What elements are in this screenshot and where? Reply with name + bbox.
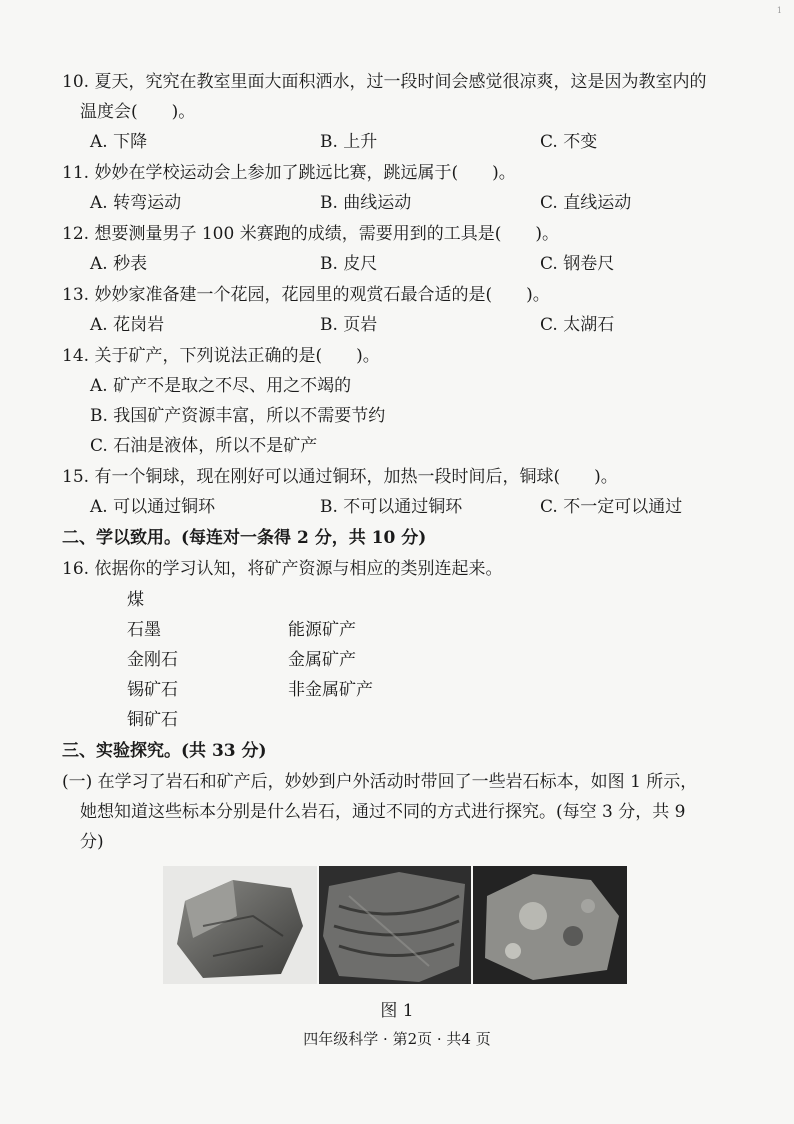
q10-option-a[interactable]: A. 下降 [90,132,148,152]
q15-stem: 15. 有一个铜球，现在刚好可以通过铜环，加热一段时间后，铜球( )。 [62,467,618,487]
q13-option-a[interactable]: A. 花岗岩 [90,315,165,335]
q11-option-b[interactable]: B. 曲线运动 [320,193,412,213]
q15-option-a[interactable]: A. 可以通过铜环 [90,497,216,517]
q15-option-b[interactable]: B. 不可以通过铜环 [320,497,463,517]
match-right-item[interactable]: 金属矿产 [288,650,356,670]
match-left-item[interactable]: 金刚石 [127,650,178,670]
match-left-item[interactable]: 锡矿石 [127,680,178,700]
figure-1-caption: 图 1 [380,1001,414,1021]
figure-1-rock-photos [163,866,629,984]
section3-part1-line1: (一) 在学习了岩石和矿产后，妙妙到户外活动时带回了一些岩石标本，如图 1 所示， [62,772,698,792]
q11-option-c[interactable]: C. 直线运动 [540,193,632,213]
q10-stem-line2: 温度会( )。 [80,102,196,122]
q14-stem: 14. 关于矿产，下列说法正确的是( )。 [62,346,380,366]
q12-option-b[interactable]: B. 皮尺 [320,254,378,274]
q10-option-b[interactable]: B. 上升 [320,132,378,152]
section3-part1-line3: 分) [80,832,104,852]
q14-option-c[interactable]: C. 石油是液体，所以不是矿产 [90,436,318,456]
q12-stem: 12. 想要测量男子 100 米赛跑的成绩，需要用到的工具是( )。 [62,224,559,244]
rock-specimen-photo-2 [319,866,471,984]
rock-specimen-photo-3 [473,866,627,984]
match-left-item[interactable]: 煤 [127,590,144,610]
q12-option-a[interactable]: A. 秒表 [90,254,148,274]
q12-option-c[interactable]: C. 钢卷尺 [540,254,615,274]
match-right-item[interactable]: 能源矿产 [288,620,356,640]
corner-mark: 1 [776,6,782,15]
section3-part1-line2: 她想知道这些标本分别是什么岩石，通过不同的方式进行探究。(每空 3 分，共 9 [80,802,686,822]
rock-specimen-photo-1 [163,866,317,984]
page-footer: 四年级科学 · 第2页 · 共4 页 [303,1030,491,1048]
section3-heading: 三、实验探究。(共 33 分) [62,741,267,761]
q11-stem: 11. 妙妙在学校运动会上参加了跳远比赛，跳远属于( )。 [62,163,516,183]
q13-stem: 13. 妙妙家准备建一个花园，花园里的观赏石最合适的是( )。 [62,285,550,305]
match-left-item[interactable]: 石墨 [127,620,161,640]
q10-option-c[interactable]: C. 不变 [540,132,598,152]
section2-heading: 二、学以致用。(每连对一条得 2 分，共 10 分) [62,528,427,548]
q13-option-b[interactable]: B. 页岩 [320,315,378,335]
q14-option-a[interactable]: A. 矿产不是取之不尽、用之不竭的 [90,376,352,396]
q14-option-b[interactable]: B. 我国矿产资源丰富，所以不需要节约 [90,406,386,426]
q11-option-a[interactable]: A. 转弯运动 [90,193,182,213]
match-right-item[interactable]: 非金属矿产 [288,680,373,700]
q10-stem-line1: 10. 夏天，究究在教室里面大面积洒水，过一段时间会感觉很凉爽，这是因为教室内的 [62,72,707,92]
q15-option-c[interactable]: C. 不一定可以通过 [540,497,683,517]
match-left-item[interactable]: 铜矿石 [127,710,178,730]
q13-option-c[interactable]: C. 太湖石 [540,315,615,335]
q16-stem: 16. 依据你的学习认知，将矿产资源与相应的类别连起来。 [62,559,503,579]
